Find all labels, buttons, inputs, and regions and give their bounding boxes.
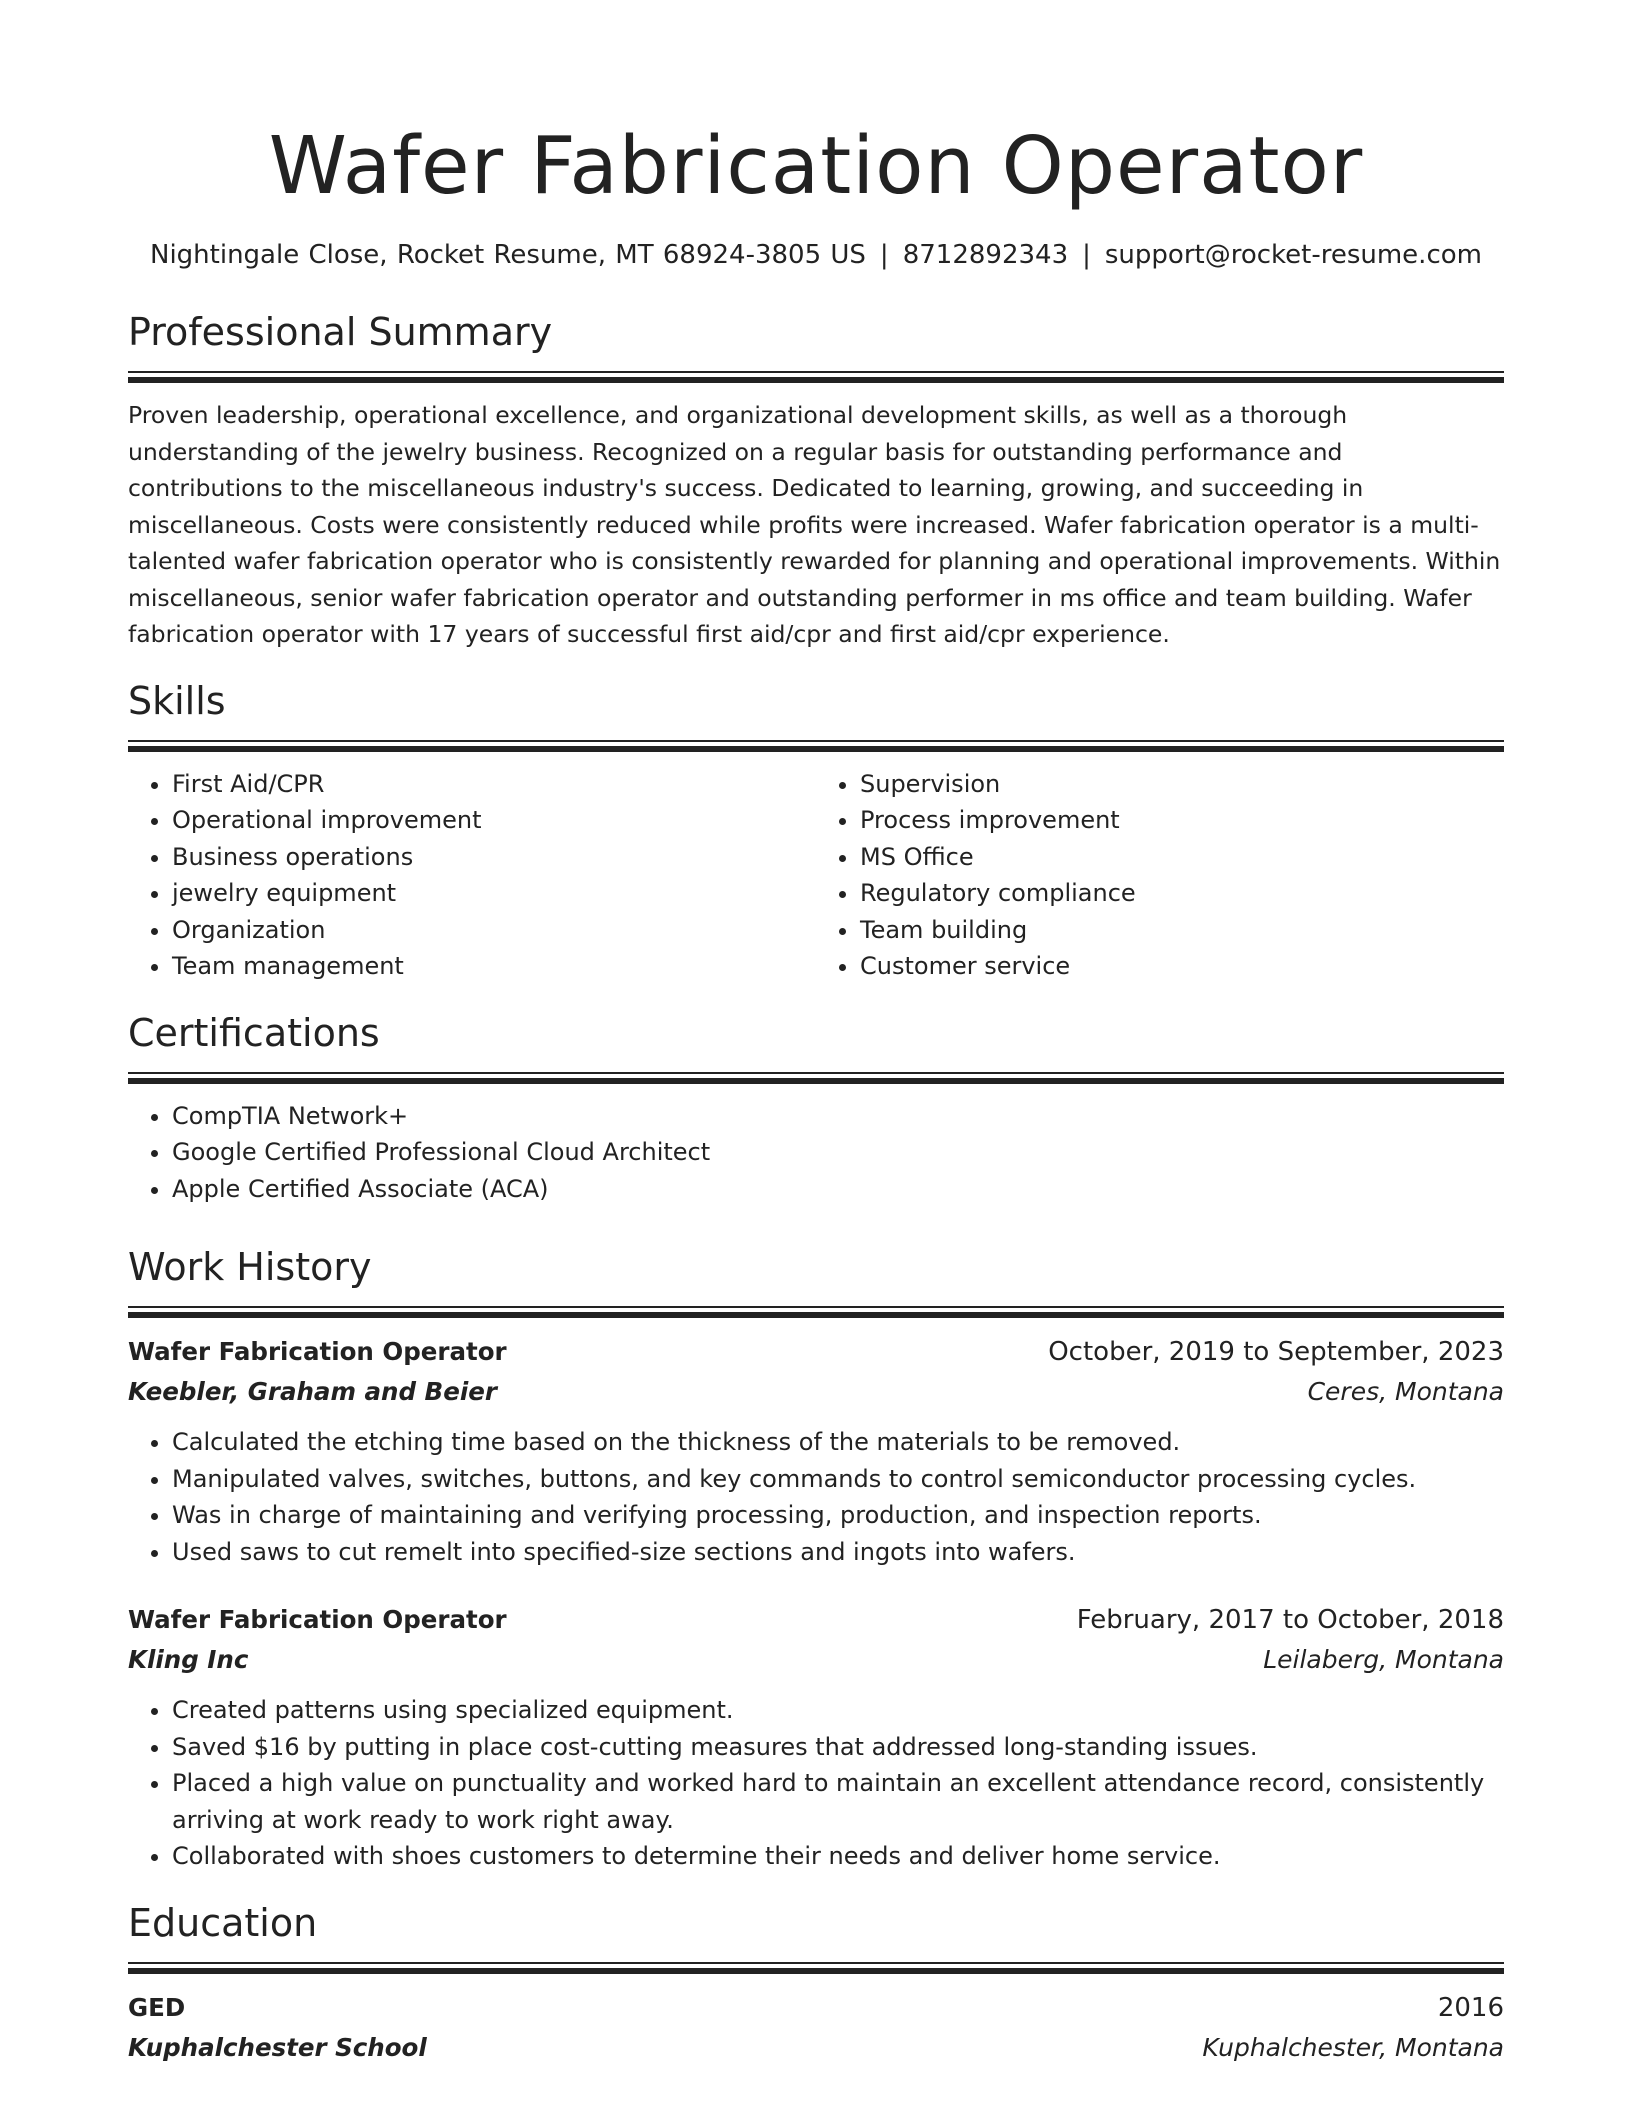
skill-item: • First Aid/CPR (172, 766, 816, 803)
candidate-name: Wafer Fabrication Operator (268, 120, 1364, 212)
job-bullet: • Calculated the etching time based on the thickness of the materials to be removed. (172, 1424, 1504, 1461)
skills-list-right (816, 766, 1504, 985)
contact-address: Nightingale Close, Rocket Resume, MT 68924-3805 US (150, 240, 866, 270)
certifications-section (128, 1009, 1504, 1208)
job-bullet: • Saved $16 by putting in place cost-cutting measures that addressed long-standing issues. (172, 1729, 1504, 1766)
skill-item: • Supervision (860, 766, 1504, 803)
skill-item: • Organization (172, 912, 816, 949)
skill-item: • Team management (172, 948, 816, 985)
certifications-list (128, 1098, 1504, 1208)
skill-item: • MS Office (860, 839, 1504, 876)
job-company: Kling Inc (128, 1645, 249, 1674)
job-dates: February, 2017 to October, 2018 (1076, 1605, 1504, 1635)
job-company: Keebler, Graham and Beier (128, 1377, 497, 1406)
certification-item: • Apple Certified Associate (ACA) (172, 1171, 1504, 1208)
work-history-section (128, 1243, 1504, 1875)
skill-item: • Regulatory compliance (860, 875, 1504, 912)
section-divider (128, 1306, 1504, 1318)
skill-item: • Team building (860, 912, 1504, 949)
contact-line (128, 238, 1504, 272)
job-bullet: • Placed a high value on punctuality and worked hard to maintain an excellent attendance record, consistently arriving at work ready to work right away. (172, 1765, 1504, 1838)
section-title-certifications: Certifications (128, 1010, 380, 1055)
certification-item: • CompTIA Network+ (172, 1098, 1504, 1135)
section-title-work-history: Work History (128, 1245, 372, 1289)
section-divider (128, 1962, 1504, 1974)
education-year: 2016 (1437, 1992, 1504, 2023)
job-title: Wafer Fabrication Operator (128, 1605, 507, 1634)
education-section (128, 1899, 1504, 2068)
summary-text: Proven leadership, operational excellence, and organizational development skills, as well as a thorough understanding of the jewelry business. Recognized on a regular basis for outstanding performance and contributions to the miscellaneous industry's success. Dedicated to learning, growing, and succeeding in miscellaneous. Costs were consistently reduced while profits were increased. Wafer fabrication operator is a multi-talented wafer fabrication operator who is consistently rewarded for planning and operational improvements. Within miscellaneous, senior wafer fabrication operator and outstanding performer in ms office and team building. Wafer fabrication operator with 17 years of successful first aid/cpr and first aid/cpr experience. (128, 401, 1501, 648)
contact-email: support@rocket-resume.com (1104, 240, 1482, 270)
section-title-summary: Professional Summary (128, 310, 553, 354)
section-divider (128, 1072, 1504, 1084)
education-header-row (128, 1988, 1504, 2028)
skills-section (128, 677, 1504, 985)
skills-list-left (128, 766, 816, 985)
skill-item: • Business operations (172, 839, 816, 876)
skill-item: • Process improvement (860, 802, 1504, 839)
certification-item: • Google Certified Professional Cloud Architect (172, 1134, 1504, 1171)
job-entry (128, 1600, 1504, 1875)
job-company-row (128, 1372, 1504, 1412)
skill-item: • jewelry equipment (172, 875, 816, 912)
job-title: Wafer Fabrication Operator (128, 1337, 507, 1366)
summary-section (128, 308, 1504, 653)
job-location: Leilaberg, Montana (1263, 1645, 1504, 1674)
section-divider (128, 740, 1504, 752)
skill-item: • Customer service (860, 948, 1504, 985)
section-divider (128, 371, 1504, 383)
job-bullets (128, 1424, 1504, 1570)
education-school: Kuphalchester School (128, 2032, 427, 2062)
education-entry (128, 1988, 1504, 2068)
skill-item: • Operational improvement (172, 802, 816, 839)
job-bullet: • Used saws to cut remelt into specified-size sections and ingots into wafers. (172, 1534, 1504, 1571)
job-bullet: • Manipulated valves, switches, buttons, and key commands to control semiconductor processing cycles. (172, 1461, 1504, 1498)
job-entry (128, 1332, 1504, 1570)
education-school-row (128, 2028, 1504, 2068)
job-bullet: • Was in charge of maintaining and verifying processing, production, and inspection reports. (172, 1497, 1504, 1534)
contact-separator: | (1082, 240, 1091, 270)
job-header-row (128, 1332, 1504, 1372)
job-bullet: • Collaborated with shoes customers to determine their needs and deliver home service. (172, 1838, 1504, 1875)
education-location: Kuphalchester, Montana (1202, 2032, 1504, 2062)
skills-columns (128, 766, 1504, 985)
job-bullets (128, 1692, 1504, 1875)
job-header-row (128, 1600, 1504, 1640)
contact-phone: 8712892343 (902, 240, 1069, 270)
job-company-row (128, 1640, 1504, 1680)
job-location: Ceres, Montana (1307, 1377, 1504, 1406)
section-title-education: Education (128, 1900, 318, 1945)
section-title-skills: Skills (128, 678, 226, 723)
contact-separator: | (879, 240, 889, 270)
job-dates: October, 2019 to September, 2023 (1048, 1337, 1504, 1367)
education-degree: GED (128, 1992, 186, 2022)
resume-header (128, 0, 1504, 272)
job-bullet: • Created patterns using specialized equipment. (172, 1692, 1504, 1729)
